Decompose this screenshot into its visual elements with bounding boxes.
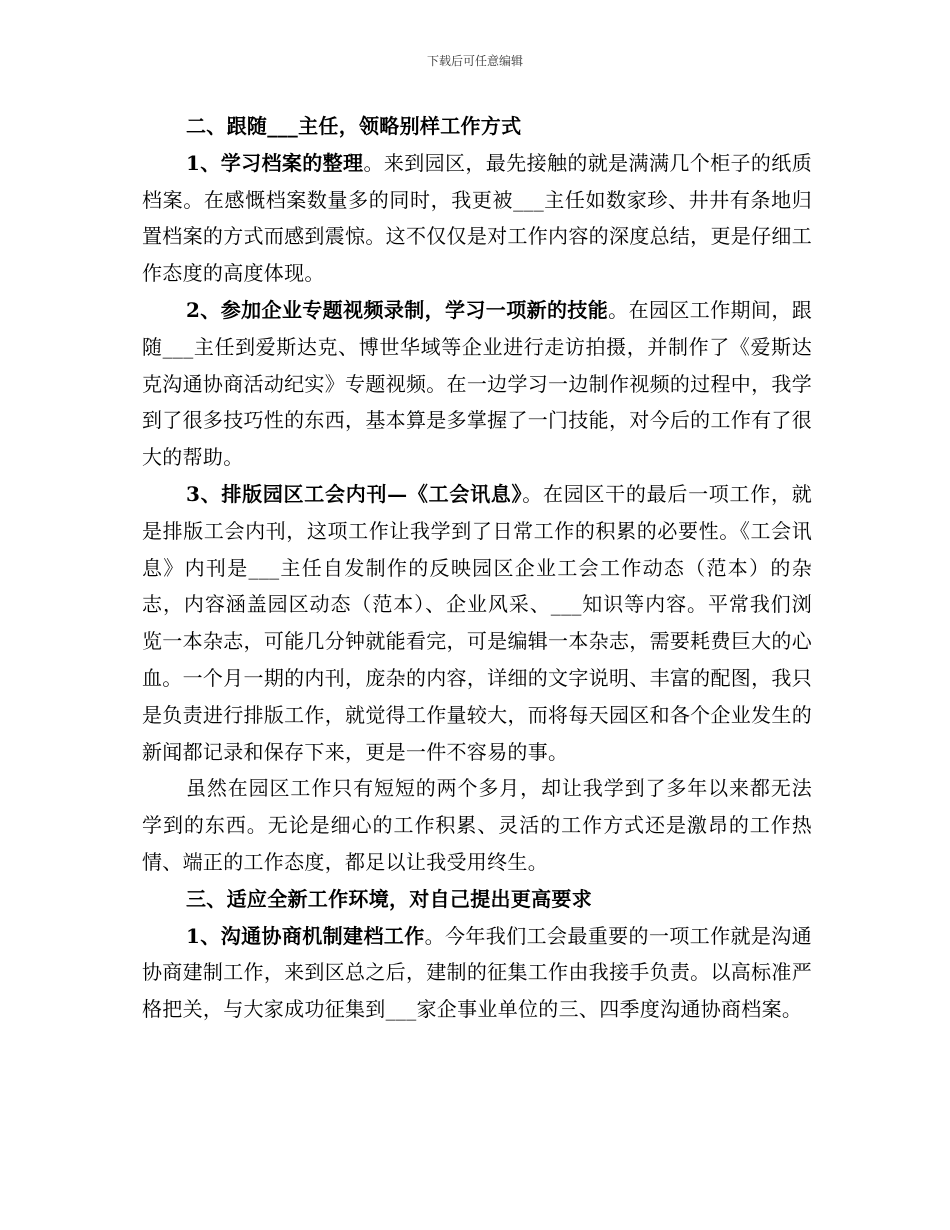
section-heading-3: 三、适应全新工作环境，对自己提出更高要求	[186, 886, 592, 911]
paragraph-negotiation	[142, 918, 812, 1028]
paragraph-body: 。在园区工作期间，跟随___主任到爱斯达克、博世华域等企业进行走访拍摄，并制作了《爱斯达克沟通协商活动纪实》专题视频。在一边学习一边制作视频的过程中，我学到了很多技巧性的东西，基本算是多掌握了一门技能，对今后的工作有了很大的帮助。	[142, 297, 813, 470]
paragraph-lead: 3、排版园区工会内刊—《工会讯息》	[186, 481, 523, 506]
paragraph-lead: 1、沟通协商机制建档工作	[186, 923, 425, 948]
paragraph-lead: 1、学习档案的整理	[186, 150, 364, 175]
paragraph-body: 。在园区干的最后一项工作，就是排版工会内刊，这项工作让我学到了日常工作的积累的必要性。《工会讯息》内刊是___主任自发制作的反映园区企业工会工作动态（范本）的杂志，内容涵盖园区动态（范本）、企业风采、___知识等内容。平常我们浏览一本杂志，可能几分钟就能看完，可是编辑一本杂志，需要耗费巨大的心血。一个月一期的内刊，庞杂的内容，详细的文字说明、丰富的配图，我只是负责进行排版工作，就觉得工作量较大，而将每天园区和各个企业发生的新闻都记录和保存下来，更是一件不容易的事。	[142, 481, 813, 764]
paragraph-body: 虽然在园区工作只有短短的两个多月，却让我学到了多年以来都无法学到的东西。无论是细心的工作积累、灵活的工作方式还是激昂的工作热情、端正的工作态度，都足以让我受用终生。	[142, 776, 812, 874]
paragraph-archive	[142, 145, 812, 292]
paragraph-video	[142, 292, 812, 476]
paragraph-body: 。来到园区，最先接触的就是满满几个柜子的纸质档案。在感慨档案数量多的同时，我更被___主任如数家珍、井井有条地归置档案的方式而感到震惊。这不仅仅是对工作内容的深度总结，更是仔细工作态度的高度体现。	[142, 150, 812, 286]
paragraph-summary	[142, 770, 812, 880]
paragraph-journal	[142, 476, 812, 770]
paragraph-body: 。今年我们工会最重要的一项工作就是沟通协商建制工作，来到区总之后，建制的征集工作由我接手负责。以高标准严格把关，与大家成功征集到___家企事业单位的三、四季度沟通协商档案。	[142, 923, 812, 1022]
paragraph-lead: 2、参加企业专题视频录制，学习一项新的技能	[186, 297, 609, 322]
section-heading-2: 二、跟随___主任，领略别样工作方式	[186, 114, 522, 138]
document-body	[142, 108, 812, 1028]
page-header: 下载后可任意编辑	[426, 54, 523, 68]
